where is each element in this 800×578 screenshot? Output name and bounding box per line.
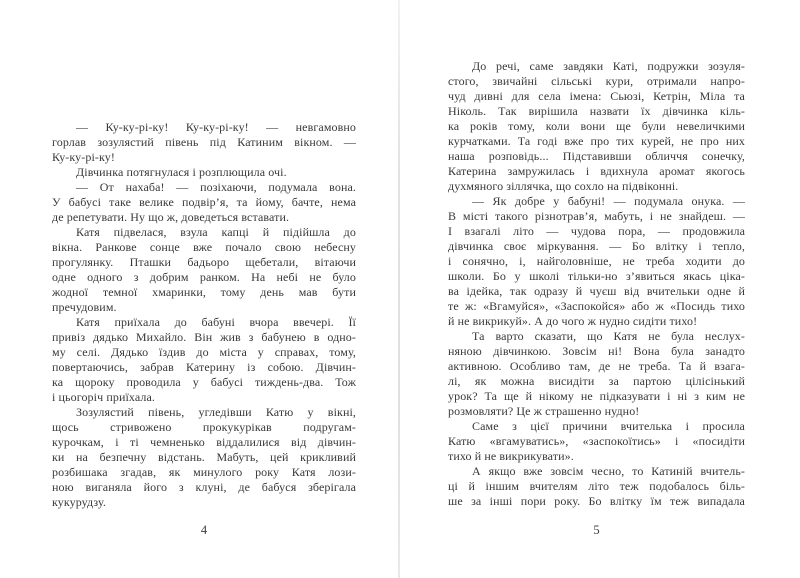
text-line: — От нахаба! — позіхаючи, подумала вона. — [76, 180, 356, 194]
text-line: Катерина замружилась і вдихнула аромат якогось — [448, 164, 745, 178]
text-line: розбишака згадав, як минулого року Катя лози- — [52, 465, 356, 479]
text-line: й не викрикуй». А до чого ж нудно сидіти тихо! — [448, 314, 698, 328]
text-line: урок? Та ще й нікому не підказувати і ні з ким не — [448, 389, 745, 403]
text-line: тихо й не викрикувати». — [448, 449, 574, 463]
text-line: ною виганяла його з клуні, де бабуся зберігала — [52, 480, 356, 494]
text-line: вікна. Ранкове сонце вже почало свою небесну — [52, 240, 356, 254]
text-line: ка років тому, коли вони ще були невеличкими — [448, 119, 745, 133]
text-line: горлав зозулястий півень під Катиним вікном. — — [52, 135, 356, 149]
text-line: Та варто сказати, що Катя не була неслух- — [472, 329, 745, 343]
text-line: ці й іншим вчителям літо теж подобалось біль- — [448, 479, 745, 493]
text-line: пречудовим. — [52, 300, 117, 314]
text-line: І взагалі літо — чудова пора, — продовжила — [448, 224, 745, 238]
text-line: Катю «вгамуватись», «заспокоїтись» і «посидіти — [448, 434, 745, 448]
text-line: До речі, саме завдяки Каті, подружки зозуля- — [472, 59, 745, 73]
text-line: Ніколь. Так вирішила назвати їх дівчинка кіль- — [448, 104, 745, 118]
text-line: Зозулястий півень, угледівши Катю у вікні, — [76, 405, 356, 419]
text-line: чуд дивні для села імена: Сьюзі, Кетрін, Міла та — [448, 89, 745, 103]
text-line: му селі. Дядько їздив до міста у справах, тому, — [52, 345, 356, 359]
text-line: і цьогоріч приїхала. — [52, 390, 155, 404]
text-line: стого, звичайні сільські кури, отримали напро- — [448, 74, 745, 88]
text-line: няною дівчинкою. Зовсім ні! Вона була занадто — [448, 344, 745, 358]
text-line: Катя підвелася, взула капці й підійшла до — [76, 225, 356, 239]
text-line: і сонячно, і, найголовніше, не треба ходити до — [448, 254, 745, 268]
text-line: ки на безпечну відстань. Мабуть, цей крикливий — [52, 450, 356, 464]
text-line: ва ідейка, так одразу й чуєш від вчительки одне й — [448, 284, 745, 298]
text-line: повертаючись, забрав Катерину із собою. Дівчин- — [52, 360, 356, 374]
text-line: ка щороку проводила у бабусі тиждень-два. Тож — [52, 375, 356, 389]
text-line: — Ку-ку-рі-ку! Ку-ку-рі-ку! — невгамовно — [76, 120, 356, 134]
text-line: лі, як можна висидіти за партою цілісінький — [448, 374, 745, 388]
text-line: — Як добре у бабуні! — подумала онука. — — [472, 194, 745, 208]
text-line: те ж: «Вгамуйся», «Заспокойся» або ж «Посидь тихо — [448, 299, 745, 313]
text-line: ше за інші пори року. Бо влітку їм теж випадала — [448, 494, 745, 508]
page-number-left: 4 — [200, 523, 208, 537]
text-line: наша розповідь... Підставивши обличчя сонечку, — [448, 149, 745, 163]
page-number-right: 5 — [593, 523, 600, 537]
text-line: Катя приїхала до бабуні вчора ввечері. Її — [76, 315, 356, 329]
text-line: Саме з цієї причини вчителька і просила — [472, 419, 745, 433]
text-line: щось стривожено прокукурікав подругам- — [52, 420, 356, 434]
text-line: У бабусі таке велике подвір’я, та йому, бачте, нема — [52, 195, 356, 209]
text-line: прогулянку. Пташки бадьоро щебетали, вітаючи — [52, 255, 356, 269]
text-line: курчатками. Та годі вже про тих курей, не про них — [448, 134, 745, 148]
text-line: Дівчинка потягнулася і розплющила очі. — [76, 165, 287, 179]
text-line: школи. Бо у школі тільки-но з’явиться якась ціка- — [448, 269, 745, 283]
text-line: А якщо вже зовсім чесно, то Катиній вчитель- — [472, 464, 745, 478]
text-line: духмяного зіллячка, що сохло на підвіконні. — [448, 179, 679, 193]
text-line: одне одного з добрим ранком. На небі не було — [52, 270, 356, 284]
text-line: активною. Особливо там, де не треба. Та й взага- — [448, 359, 745, 373]
text-line: дівчинка своє міркування. — Бо влітку і тепло, — [448, 239, 745, 253]
text-line: де репетувати. Ну що ж, доведеться вставати. — [52, 210, 290, 224]
text-line: Ку-ку-рі-ку! — [52, 150, 115, 164]
page-left-text-column — [52, 120, 356, 510]
page-right-text-column — [448, 59, 745, 509]
page-gutter-divider — [398, 0, 400, 578]
text-line: В місті такого різнотрав’я, мабуть, і не знайдеш. — — [448, 209, 745, 223]
text-line: курочкам, і ті чемненько віддалилися від дівчин- — [52, 435, 356, 449]
text-line: кукурудзу. — [52, 495, 106, 509]
text-line: розмовляти? Це ж страшенно нудно! — [448, 404, 640, 418]
text-line: жодної темної хмаринки, тому день мав бути — [52, 285, 356, 299]
text-line: привіз дядько Михайло. Він жив з бабунею в одно- — [52, 330, 356, 344]
